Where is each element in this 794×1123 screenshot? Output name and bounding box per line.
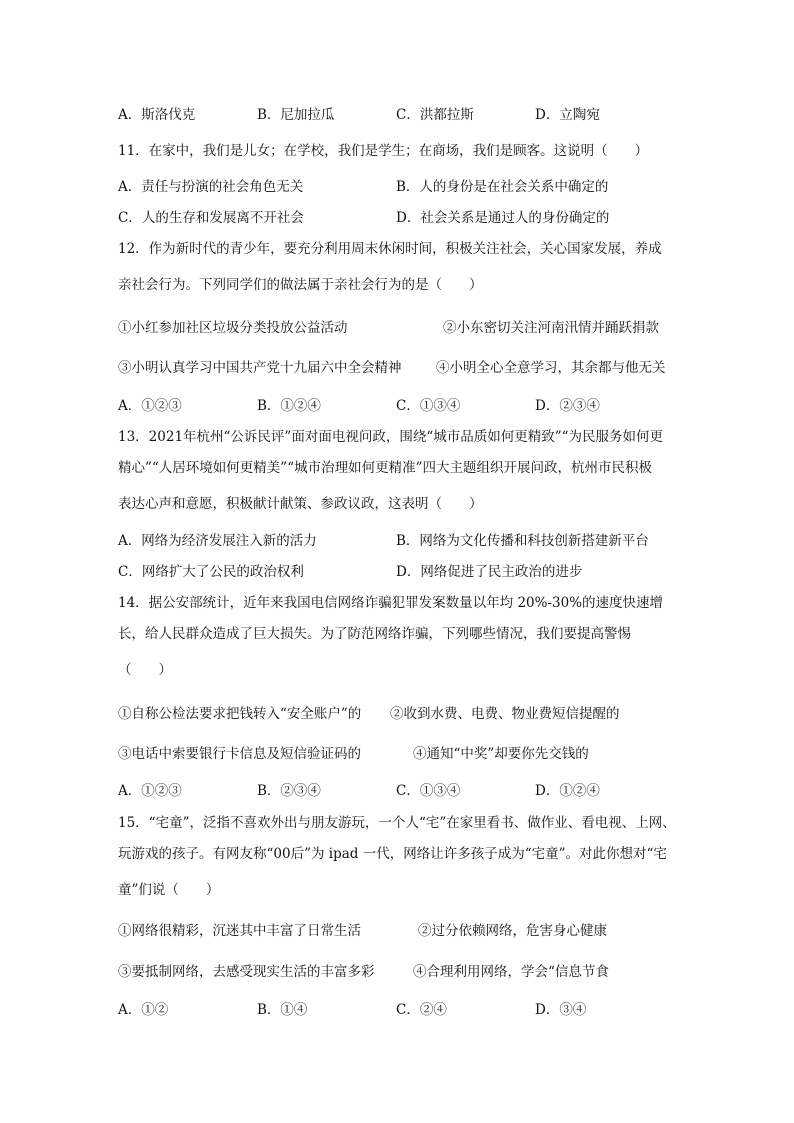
q15-item-3: ③要抵制网络，去感受现实生活的丰富多彩 bbox=[118, 964, 375, 980]
q14-item-4: ④通知“中奖”却要你先交钱的 bbox=[413, 746, 589, 762]
q14-option-d: D．①②④ bbox=[535, 783, 600, 799]
q13-stem-line-1: 13．2021年杭州“公诉民评”面对面电视问政，围绕“城市品质如何更精致”“为民服务如何更 bbox=[118, 429, 664, 445]
q13-option-d: D．网络促进了民主政治的进步 bbox=[396, 564, 583, 580]
q12-item-2: ②小东密切关注河南汛情并踊跃捐款 bbox=[443, 320, 659, 336]
q13-stem-line-3: 表达心声和意愿，积极献计献策、参政议政，这表明（ ） bbox=[118, 496, 483, 512]
q13-option-c: C．网络扩大了公民的政治权利 bbox=[118, 564, 304, 580]
q12-option-a: A．①②③ bbox=[118, 398, 182, 414]
q14-stem-line-1: 14．据公安部统计，近年来我国电信网络诈骗犯罪发案数量以年均 20%-30%的速度快速增 bbox=[118, 595, 664, 611]
q15-stem-line-3: 童”们说（ ） bbox=[118, 882, 220, 898]
q13-option-a: A．网络为经济发展注入新的活力 bbox=[118, 533, 317, 549]
q11-stem: 11．在家中，我们是儿女；在学校，我们是学生；在商场，我们是顾客。这说明（ ） bbox=[118, 143, 649, 159]
q12-item-3: ③小明认真学习中国共产党十九届六中全会精神 bbox=[118, 360, 402, 376]
q15-option-c: C．②④ bbox=[396, 1002, 447, 1018]
q15-option-a: A．①② bbox=[118, 1002, 169, 1018]
q11-option-b: B．人的身份是在社会关系中确定的 bbox=[396, 179, 609, 195]
q14-item-1: ①自称公检法要求把钱转入“安全账户”的 bbox=[118, 706, 362, 722]
q13-stem-line-2: 精心”“人居环境如何更精美”“城市治理如何更精准”四大主题组织开展问政，杭州市民积极 bbox=[118, 460, 653, 476]
q10-option-b: B．尼加拉瓜 bbox=[257, 107, 335, 123]
q14-option-a: A．①②③ bbox=[118, 783, 182, 799]
q10-option-a: A．斯洛伐克 bbox=[118, 107, 196, 123]
q15-item-4: ④合理利用网络，学会“信息节食 bbox=[413, 964, 609, 980]
q14-option-b: B．②③④ bbox=[257, 783, 321, 799]
q14-item-2: ②收到水费、电费、物业费短信提醒的 bbox=[390, 706, 620, 722]
q15-item-1: ①网络很精彩，沉迷其中丰富了日常生活 bbox=[118, 923, 361, 939]
q12-item-4: ④小明全心全意学习，其余都与他无关 bbox=[436, 360, 666, 376]
q14-stem-line-3: （ ） bbox=[118, 662, 172, 678]
q11-option-a: A．责任与扮演的社会角色无关 bbox=[118, 179, 304, 195]
q12-stem-line-1: 12．作为新时代的青少年，要充分利用周末休闲时间，积极关注社会，关心国家发展，养成 bbox=[118, 241, 662, 257]
q15-option-b: B．①④ bbox=[257, 1002, 308, 1018]
q10-option-d: D．立陶宛 bbox=[535, 107, 600, 123]
q12-item-1: ①小红参加社区垃圾分类投放公益活动 bbox=[118, 320, 348, 336]
q13-option-b: B．网络为文化传播和科技创新搭建新平台 bbox=[396, 533, 649, 549]
q15-option-d: D．③④ bbox=[535, 1002, 587, 1018]
q14-option-c: C．①③④ bbox=[396, 783, 461, 799]
q15-item-2: ②过分依赖网络，危害身心健康 bbox=[418, 923, 607, 939]
q12-stem-line-2: 亲社会行为。下列同学们的做法属于亲社会行为的是（ ） bbox=[118, 277, 483, 293]
q15-stem-line-1: 15．“宅童”，泛指不喜欢外出与朋友游玩，一个人“宅”在家里看书、做作业、看电视、上网、 bbox=[118, 815, 676, 831]
q14-stem-line-2: 长，给人民群众造成了巨大损失。为了防范网络诈骗，下列哪些情况，我们要提高警惕 bbox=[118, 626, 631, 642]
q10-option-c: C．洪都拉斯 bbox=[396, 107, 474, 123]
q15-stem-line-2: 玩游戏的孩子。有网友称“00后”为 ipad 一代，网络让许多孩子成为“宅童”。对此你想对“宅 bbox=[118, 846, 667, 862]
q12-option-b: B．①②④ bbox=[257, 398, 321, 414]
q12-option-c: C．①③④ bbox=[396, 398, 461, 414]
q11-option-c: C．人的生存和发展离不开社会 bbox=[118, 210, 304, 226]
q14-item-3: ③电话中索要银行卡信息及短信验证码的 bbox=[118, 746, 361, 762]
q11-option-d: D．社会关系是通过人的身份确定的 bbox=[396, 210, 610, 226]
q12-option-d: D．②③④ bbox=[535, 398, 600, 414]
